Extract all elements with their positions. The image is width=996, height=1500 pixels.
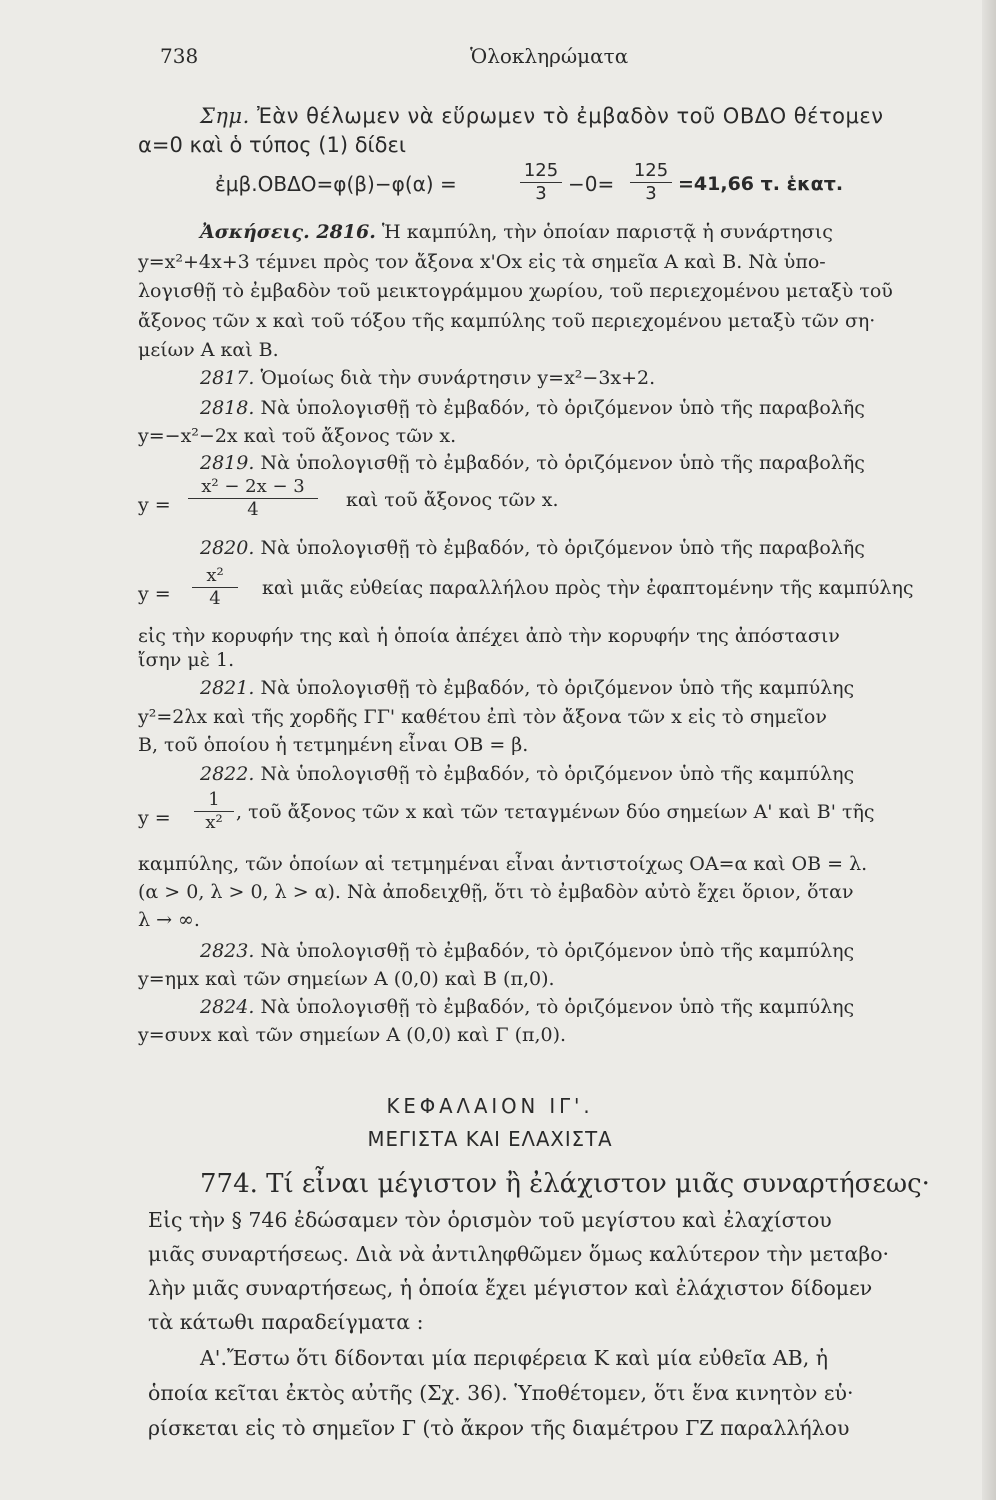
exercise-2819-text-1: Νὰ ὑπολογισθῇ τὸ ἐμβαδόν, τὸ ὁριζόμενον ὑπὸ τῆς παραβολῆς — [260, 452, 865, 474]
section-paragraph-line-1: Εἰς τὴν § 746 ἐδώσαμεν τὸν ὁρισμὸν τοῦ μεγίστου καὶ ἐλαχίστου — [148, 1208, 832, 1232]
exercise-2817-label: 2817. — [200, 367, 255, 389]
exercise-2821-text-1: Νὰ ὑπολογισθῇ τὸ ἐμβαδόν, τὸ ὁριζόμενον ὑπὸ τῆς καμπύλης — [260, 677, 855, 699]
note-fraction-2 — [630, 160, 672, 205]
section-paragraph-line-3: λὴν μιᾶς συναρτήσεως, ἡ ὁποία ἔχει μέγιστον καὶ ἐλάχιστον δίδομεν — [148, 1276, 873, 1300]
note-equation-mid: −0= — [568, 172, 615, 196]
exercise-2820-fraction — [192, 565, 238, 610]
exercise-2819-line-2: καὶ τοῦ ἄξονος τῶν x. — [346, 489, 559, 511]
exercise-2823-line-2: y=ημx καὶ τῶν σημείων Α (0,0) καὶ Β (π,0). — [138, 968, 555, 990]
exercise-2822-label: 2822. — [200, 763, 255, 785]
exercise-2822-y-eq: y = — [138, 807, 171, 829]
exercise-2818-line-2: y=−x²−2x καὶ τοῦ ἄξονος τῶν x. — [138, 425, 457, 447]
exercise-2822-fraction — [194, 789, 234, 834]
note-text-1: Ἐὰν θέλωμεν νὰ εὕρωμεν τὸ ἐμβαδὸν τοῦ ΟΒΔΟ θέτομεν — [256, 104, 884, 128]
note-label: Σημ. — [200, 104, 250, 128]
exercise-2820-numerator: x² — [192, 565, 238, 588]
section-paragraph-line-7: ρίσκεται εἰς τὸ σημεῖον Γ (τὸ ἄκρον τῆς διαμέτρου ΓΖ παραλλήλου — [148, 1416, 850, 1440]
exercise-2816-line-5: μείων Α καὶ Β. — [138, 339, 279, 361]
exercise-2818-text-1: Νὰ ὑπολογισθῇ τὸ ἐμβαδόν, τὸ ὁριζόμενον ὑπὸ τῆς παραβολῆς — [260, 397, 865, 419]
page-edge-shadow — [982, 0, 996, 1500]
exercise-2816-label: Ἀσκήσεις. 2816. — [200, 221, 376, 243]
exercise-2822-line-2: , τοῦ ἄξονος τῶν x καὶ τῶν τεταγμένων δύο σημείων Α' καὶ Β' τῆς — [236, 801, 875, 823]
exercise-2816-line-4: ἄξονος τῶν x καὶ τοῦ τόξου τῆς καμπύλης τοῦ περιεχομένου μεταξὺ τῶν ση· — [138, 310, 876, 332]
exercise-2818-line-1 — [200, 396, 865, 420]
exercise-2822-line-3: καμπύλης, τῶν ὁποίων αἱ τετμημέναι εἶναι ἀντιστοίχως ΟΑ=α καὶ ΟΒ = λ. — [138, 853, 868, 875]
section-heading: 774. Τί εἶναι μέγιστον ἢ ἐλάχιστον μιᾶς συναρτήσεως· — [200, 1169, 930, 1199]
note-line-1 — [200, 104, 883, 128]
exercise-2816-text-1: Ἡ καμπύλη, τὴν ὁποίαν παριστᾷ ἡ συνάρτησις — [381, 221, 833, 243]
running-title: Ὁλοκληρώματα — [470, 44, 629, 68]
section-paragraph-line-4: τὰ κάτωθι παραδείγματα : — [148, 1310, 424, 1334]
exercise-2819-fraction — [188, 476, 318, 521]
page-number: 738 — [160, 44, 199, 68]
exercise-2820-line-4: ἴσην μὲ 1. — [138, 649, 235, 671]
exercise-2822-numerator: 1 — [194, 789, 234, 812]
exercise-2821-line-3: Β, τοῦ ὁποίου ἡ τετμημένη εἶναι ΟΒ = β. — [138, 734, 529, 756]
exercise-2823-line-1 — [200, 939, 854, 963]
section-paragraph-line-5: Α'.Ἔστω ὅτι δίδονται μία περιφέρεια Κ καὶ μία εὐθεῖα ΑΒ, ἡ — [200, 1346, 829, 1370]
exercise-2819-y-eq: y = — [138, 494, 171, 516]
exercise-2822-line-5: λ → ∞. — [138, 909, 200, 931]
exercise-2824-line-2: y=συνx καὶ τῶν σημείων Α (0,0) καὶ Γ (π,0). — [138, 1024, 567, 1046]
exercise-2820-line-2: καὶ μιᾶς εὐθείας παραλλήλου πρὸς τὴν ἐφαπτομένην τῆς καμπύλης — [262, 577, 914, 599]
note-equation-left: ἐμβ.ΟΒΔΟ=φ(β)−φ(α) = — [215, 172, 457, 196]
exercise-2822-text-1: Νὰ ὑπολογισθῇ τὸ ἐμβαδόν, τὸ ὁριζόμενον ὑπὸ τῆς καμπύλης — [260, 763, 855, 785]
exercise-2824-text-1: Νὰ ὑπολογισθῇ τὸ ἐμβαδόν, τὸ ὁριζόμενον ὑπὸ τῆς καμπύλης — [260, 996, 855, 1018]
note-fraction-1 — [520, 160, 562, 205]
exercise-2819-label: 2819. — [200, 452, 255, 474]
note-equation-right: =41,66 τ. ἑκατ. — [678, 173, 844, 195]
exercise-2816-line-2: y=x²+4x+3 τέμνει πρὸς τον ἄξονα x'Ox εἰς τὰ σημεῖα Α καὶ Β. Νὰ ὑπο- — [138, 251, 826, 273]
exercise-2823-text-1: Νὰ ὑπολογισθῇ τὸ ἐμβαδόν, τὸ ὁριζόμενον ὑπὸ τῆς καμπύλης — [260, 940, 855, 962]
note-fraction-2-denominator: 3 — [645, 183, 657, 204]
chapter-title: ΚΕΦΑΛΑΙΟΝ ΙΓ'. — [386, 1094, 594, 1118]
exercise-2818-label: 2818. — [200, 397, 255, 419]
note-fraction-2-numerator: 125 — [630, 160, 672, 183]
section-paragraph-line-2: μιᾶς συναρτήσεως. Διὰ νὰ ἀντιληφθῶμεν ὅμως καλύτερον τὴν μεταβο· — [148, 1242, 890, 1266]
exercise-2823-label: 2823. — [200, 940, 255, 962]
exercise-2821-line-2: y²=2λx καὶ τῆς χορδῆς ΓΓ' καθέτου ἐπὶ τὸν ἄξονα τῶν x εἰς τὸ σημεῖον — [138, 706, 827, 728]
exercise-2821-line-1 — [200, 676, 854, 700]
exercise-2822-line-4: (α > 0, λ > 0, λ > α). Νὰ ἀποδειχθῇ, ὅτι τὸ ἐμβαδὸν αὐτὸ ἔχει ὅριον, ὅταν — [138, 881, 854, 903]
exercise-2820-denominator: 4 — [209, 588, 221, 609]
note-fraction-1-denominator: 3 — [535, 183, 547, 204]
exercise-2819-denominator: 4 — [247, 499, 259, 520]
exercise-2817-text: Ὁμοίως διὰ τὴν συνάρτησιν y=x²−3x+2. — [260, 367, 656, 389]
note-line-2: α=0 καὶ ὁ τύπος (1) δίδει — [138, 133, 406, 157]
exercise-2816-line-1 — [200, 220, 833, 244]
exercise-2817-line — [200, 366, 655, 390]
section-paragraph-line-6: ὁποία κεῖται ἐκτὸς αὐτῆς (Σχ. 36). Ὑποθέτομεν, ὅτι ἕνα κινητὸν εὑ· — [148, 1381, 854, 1405]
exercise-2820-line-3: εἰς τὴν κορυφήν της καὶ ἡ ὁποία ἀπέχει ἀπὸ τὴν κορυφήν της ἀπόστασιν — [138, 625, 840, 647]
exercise-2821-label: 2821. — [200, 677, 255, 699]
exercise-2816-line-3: λογισθῇ τὸ ἐμβαδὸν τοῦ μεικτογράμμου χωρίου, τοῦ περιεχομένου μεταξὺ τοῦ — [138, 280, 893, 302]
chapter-subtitle: ΜΕΓΙΣΤΑ ΚΑΙ ΕΛΑΧΙΣΤΑ — [367, 1127, 613, 1151]
exercise-2820-text-1: Νὰ ὑπολογισθῇ τὸ ἐμβαδόν, τὸ ὁριζόμενον ὑπὸ τῆς παραβολῆς — [260, 537, 865, 559]
exercise-2824-label: 2824. — [200, 996, 255, 1018]
exercise-2822-denominator: x² — [205, 812, 223, 833]
exercise-2824-line-1 — [200, 995, 854, 1019]
exercise-2820-y-eq: y = — [138, 583, 171, 605]
note-fraction-1-numerator: 125 — [520, 160, 562, 183]
exercise-2820-line-1 — [200, 536, 865, 560]
exercise-2822-line-1 — [200, 762, 854, 786]
exercise-2820-label: 2820. — [200, 537, 255, 559]
exercise-2819-numerator: x² − 2x − 3 — [188, 476, 318, 499]
exercise-2819-line-1 — [200, 451, 865, 475]
